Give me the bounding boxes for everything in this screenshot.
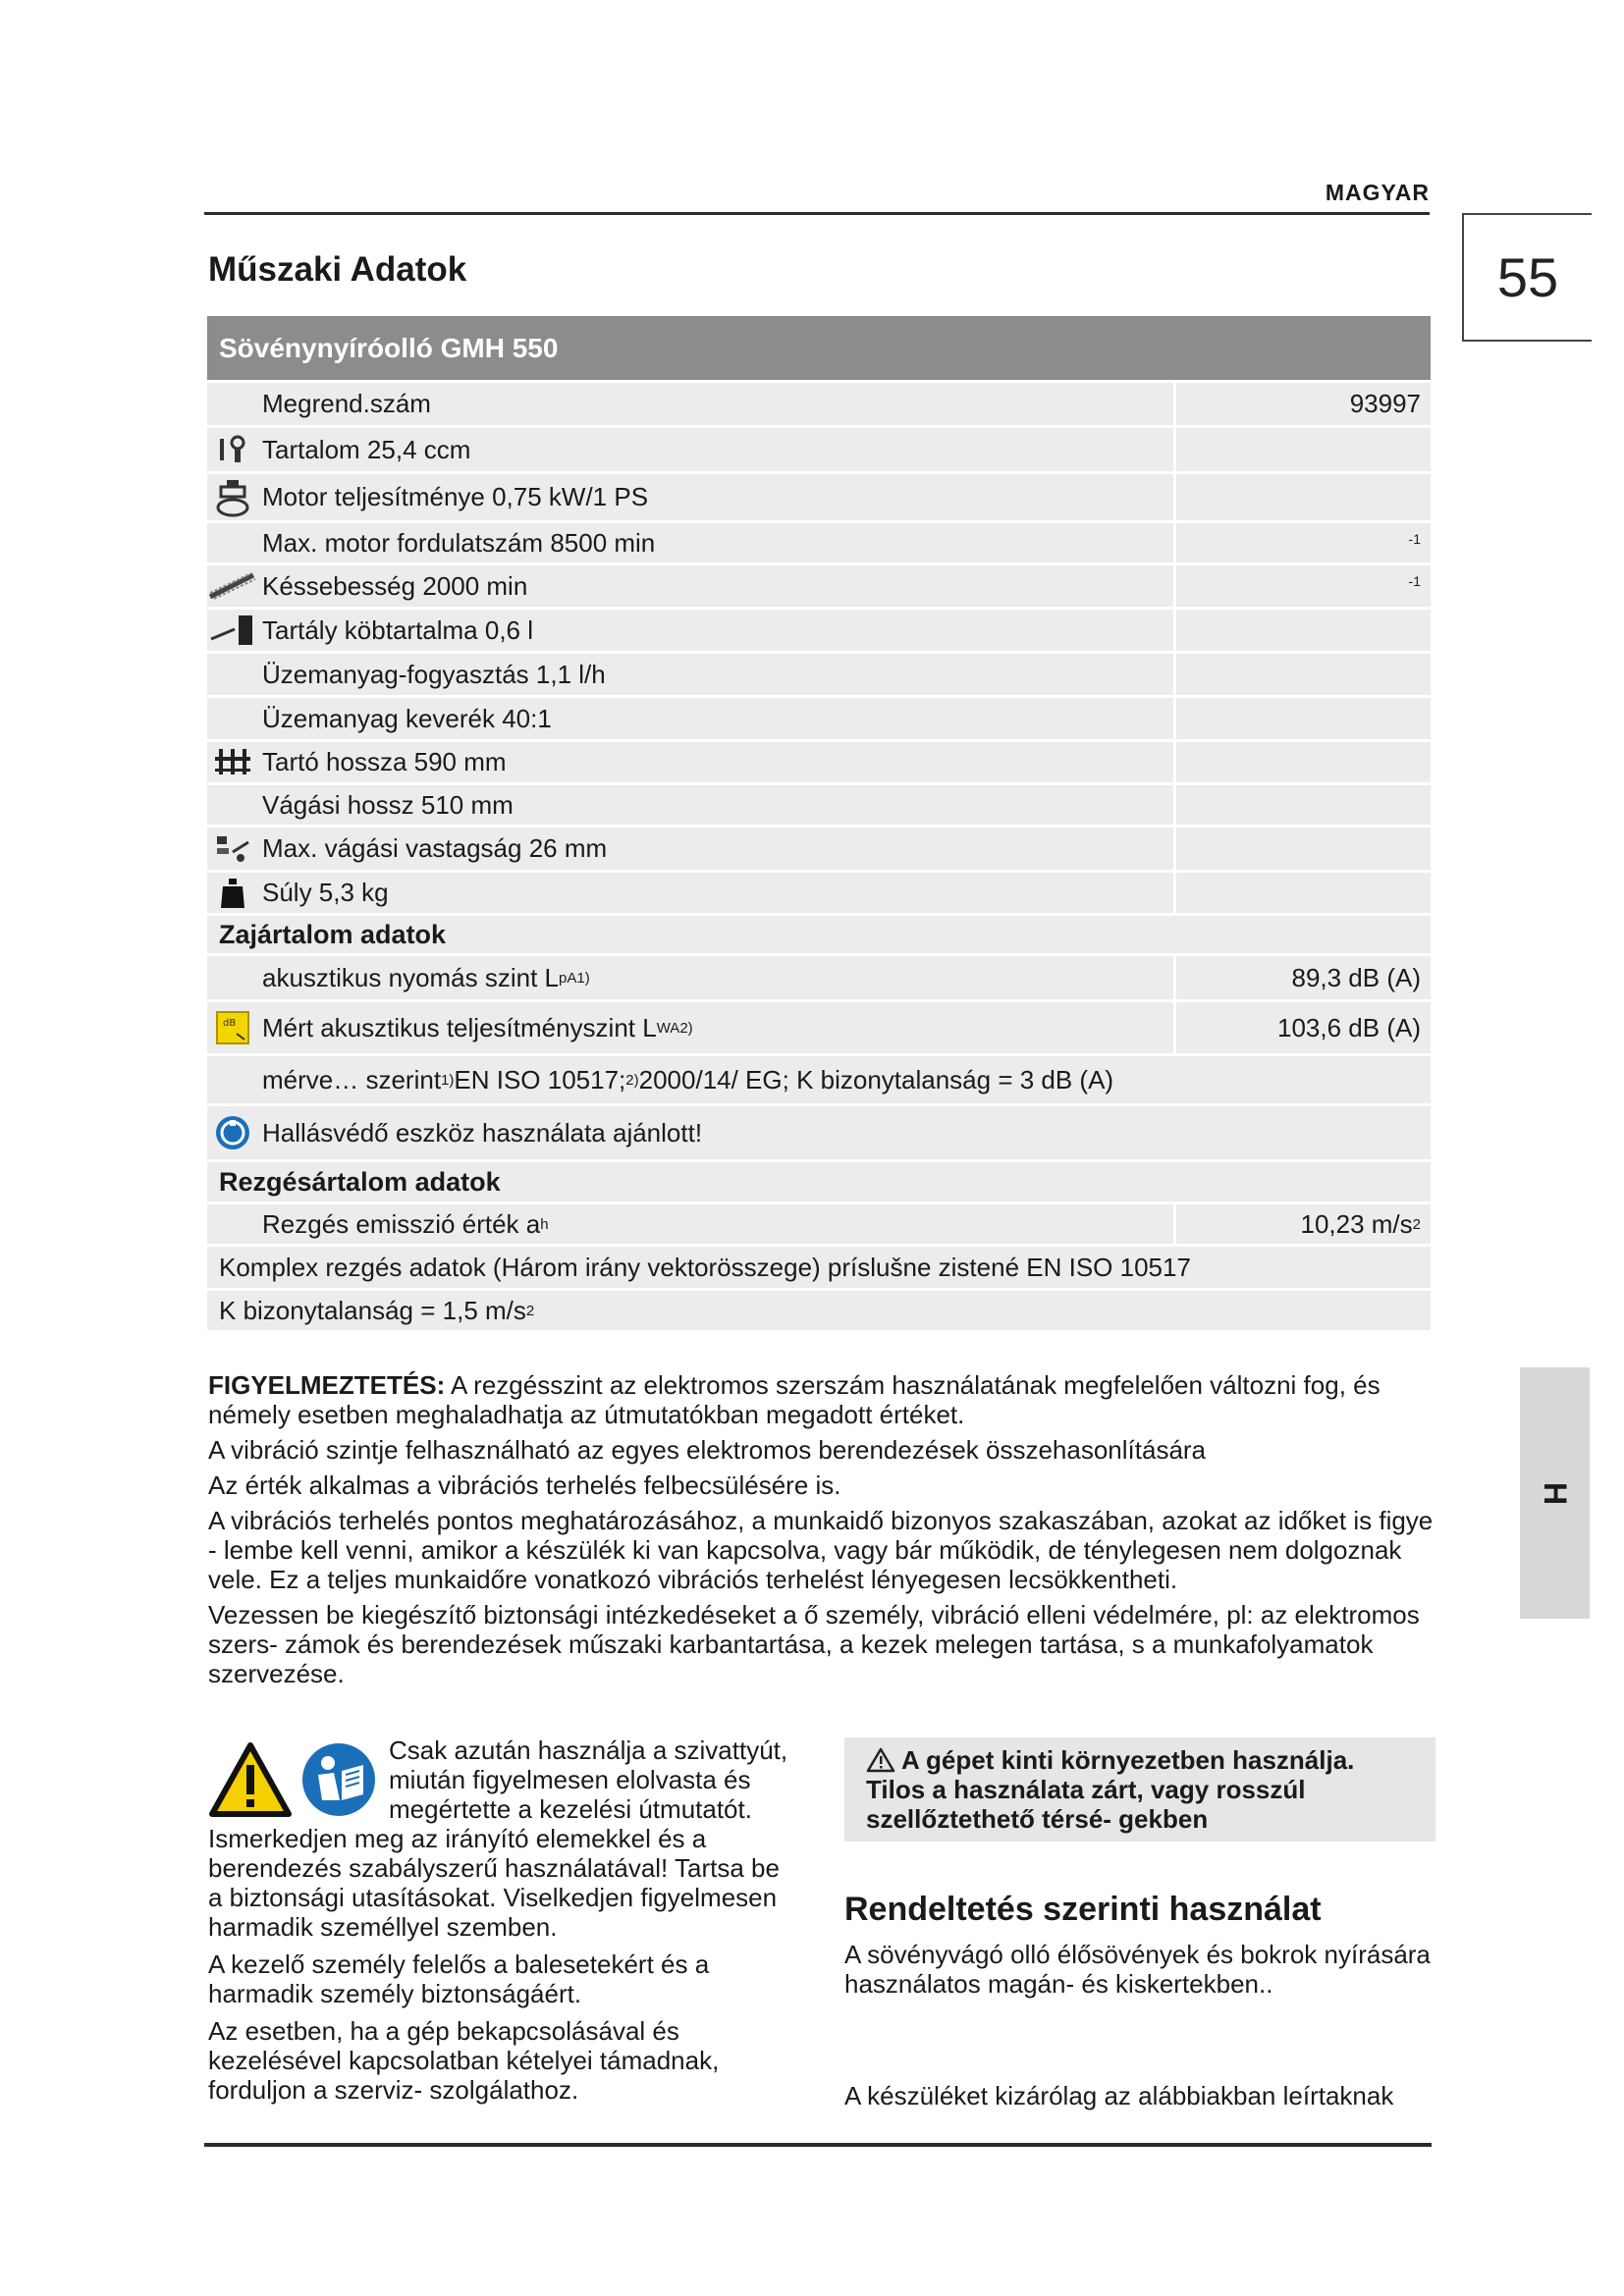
- vibration-section-heading: Rezgésártalom adatok: [207, 1162, 1431, 1201]
- row-value: [1173, 785, 1431, 825]
- noise-pressure-value: 89,3 dB (A): [1173, 956, 1431, 999]
- row-label: Tartály köbtartalma 0,6 l: [262, 614, 534, 645]
- row-label: Üzemanyag keverék 40:1: [262, 703, 552, 733]
- table-row: [207, 742, 1431, 782]
- table-row: [207, 610, 1431, 651]
- language-side-tab: H: [1520, 1367, 1590, 1619]
- row-value: [1173, 742, 1431, 782]
- table-row: [207, 1291, 1431, 1330]
- warning-paragraph: Az érték alkalmas a vibrációs terhelés felbecsülésére is.: [208, 1470, 841, 1500]
- vibration-uncertainty-label: K bizonytalanság = 1,5 m/s 2: [219, 1295, 535, 1325]
- header-rule: [204, 212, 1430, 215]
- table-row: [207, 474, 1431, 520]
- outdoor-use-notice: A gépet kinti környezetben használja. Tilos a használata zárt, vagy rosszúl szellőztethető térsé- gekben: [844, 1737, 1435, 1842]
- safety-paragraph: Csak azután használja a szivattyút, miután figyelmesen elolvasta és megértette a kezelési útmutatót. Ismerkedjen meg az irányító elemekkel és a berendezés szabályszerű használatával! Tartsa be a biztonsági utasításokat. Viselkedjen figyelmesen harmadik személlyel szemben.: [208, 1735, 788, 1942]
- row-label: Vágási hossz 510 mm: [262, 789, 514, 820]
- row-label: Késsebesség 2000 min: [262, 570, 528, 601]
- row-label: Motor teljesítménye 0,75 kW/1 PS: [262, 482, 649, 511]
- spec-table: [207, 316, 1431, 1330]
- warning-paragraph: A vibráció szintje felhasználható az egyes elektromos berendezések összehasonlítására: [208, 1435, 1207, 1465]
- sound-level-sign-icon: [207, 1002, 258, 1053]
- row-label: Súly 5,3 kg: [262, 878, 389, 907]
- motor-icon: [207, 474, 258, 520]
- safety-paragraph: A kezelő személy felelős a balesetekért és a harmadik személy biztonságáért.: [208, 1949, 710, 2008]
- page-title: Műszaki Adatok: [208, 250, 467, 289]
- warning-paragraph: Vezessen be kiegészítő biztonsági intézkedéseket a ő személy, vibráció elleni védelmére, pl: az elektromos szers- zámok és berendezések műszaki karbantartása, a kezek melegen tartása, s a munkafolyamatok szervezése.: [208, 1600, 1420, 1688]
- table-row: [207, 785, 1431, 825]
- footer-rule: [204, 2143, 1432, 2147]
- cutting-thickness-icon: [207, 828, 258, 870]
- row-label: Tartalom 25,4 ccm: [262, 434, 471, 464]
- table-row: [207, 383, 1431, 425]
- table-row: [207, 828, 1431, 870]
- row-value: -1: [1173, 523, 1431, 562]
- row-label: Tartó hossza 590 mm: [262, 747, 507, 776]
- vibration-value: 10,23 m/s 2: [1173, 1204, 1431, 1244]
- table-row: [207, 654, 1431, 695]
- table-row: [207, 956, 1431, 999]
- table-row: [207, 428, 1431, 471]
- hearing-protection-icon: [207, 1106, 258, 1159]
- row-value: [1173, 474, 1431, 520]
- row-value: -1: [1173, 565, 1431, 607]
- bar-length-icon: [207, 742, 258, 782]
- blade-icon: [207, 565, 258, 607]
- engine-displacement-icon: [207, 428, 258, 471]
- noise-power-value: 103,6 dB (A): [1173, 1002, 1431, 1053]
- complex-vibration-label: Komplex rezgés adatok (Három irány vektorösszege) príslušne zistené EN ISO 10517: [219, 1252, 1191, 1282]
- noise-power-label: Mért akusztikus teljesítményszint L WA 2): [262, 1012, 693, 1042]
- table-row: [207, 1204, 1431, 1244]
- noise-section-heading: Zajártalom adatok: [207, 916, 1431, 953]
- read-manual-icon: [300, 1741, 377, 1818]
- row-value: [1173, 828, 1431, 870]
- weight-icon: [207, 873, 258, 913]
- intended-use-continuation: A készüléket kizárólag az alábbiakban leírtaknak: [844, 2081, 1394, 2110]
- row-label: Max. vágási vastagság 26 mm: [262, 833, 608, 863]
- row-value: [1173, 698, 1431, 739]
- table-row: [207, 1106, 1431, 1159]
- caution-icon: [866, 1747, 895, 1773]
- table-row: [207, 565, 1431, 607]
- noise-pressure-label: akusztikus nyomás szint L pA 1): [262, 962, 590, 992]
- vibration-label: Rezgés emisszió érték a h: [262, 1208, 549, 1239]
- warning-triangle-icon: [208, 1741, 293, 1818]
- row-label: Max. motor fordulatszám 8500 min: [262, 527, 656, 558]
- intended-use-heading: Rendeltetés szerinti használat: [844, 1891, 1322, 1928]
- warning-paragraph: A vibrációs terhelés pontos meghatározásához, a munkaidő bizonyos szakaszában, azokat az időket is figye - lembe kell venni, amikor a készülék ki van kapcsolva, vagy bár működik, de ténylegesen nem dolgoznak vele. Ez a teljes munkaidőre vonatkozó vibrációs terhelést lényegesen lecsökkentheti.: [208, 1506, 1434, 1594]
- vibration-warning: FIGYELMEZTETÉS: A rezgésszint az elektromos szerszám használatának megfelelően változni fog, és némely esetben meghaladhatja az útmutatókban megadott értéket. A vibráció szintje felhasználható az egyes elektromos berendezések összehasonlítására Az érték alkalmas a vibrációs terhelés felbecsülésére is. A vibrációs terhelés pontos meghatározásához, a munkaidő bizonyos szakaszában, azokat az időket is figye - lembe kell venni, amikor a készülék ki van kapcsolva, vagy bár működik, de ténylegesen nem dolgoznak vele. Ez a teljes munkaidőre vonatkozó vibrációs terhelést lényegesen lecsökkentheti. Vezessen be kiegészítő biztonsági intézkedéseket a ő személy, vibráció elleni védelmére, pl: az elektromos szers- zámok és berendezések műszaki karbantartása, a kezek melegen tartása, s a munkafolyamatok szervezése.: [208, 1370, 1435, 1694]
- hearing-protection-label: Hallásvédő eszköz használata ajánlott!: [262, 1117, 703, 1148]
- row-label: Üzemanyag-fogyasztás 1,1 l/h: [262, 659, 606, 689]
- row-value: [1173, 610, 1431, 651]
- safety-paragraph: Az esetben, ha a gép bekapcsolásával és kezelésével kapcsolatban kételyei támadnak, forduljon a szerviz- szolgálathoz.: [208, 2016, 720, 2105]
- table-row: [207, 698, 1431, 739]
- table-row: [207, 523, 1431, 562]
- table-row: [207, 1247, 1431, 1288]
- safety-instructions: [208, 1735, 797, 2112]
- table-row: [207, 1056, 1431, 1103]
- intended-use-text: A sövényvágó olló élősövények és bokrok nyírására használatos magán- és kiskertekben..: [844, 1940, 1431, 1999]
- row-label: Megrend.szám: [262, 389, 431, 418]
- row-value: 93997: [1173, 383, 1431, 425]
- svg-text:dB: dB: [223, 1018, 237, 1029]
- fuel-tank-icon: [207, 610, 258, 651]
- spec-table-heading: Sövénynyíróolló GMH 550: [207, 316, 1431, 380]
- row-value: [1173, 873, 1431, 913]
- table-row: [207, 1002, 1431, 1053]
- measured-according-label: mérve… szerint 1) EN ISO 10517; 2) 2000/14/ EG; K bizonytalanság = 3 dB (A): [262, 1064, 1114, 1095]
- page-number: 55: [1462, 213, 1592, 342]
- language-label: MAGYAR: [1325, 180, 1430, 205]
- table-row: [207, 873, 1431, 913]
- row-value: [1173, 654, 1431, 695]
- warning-title: FIGYELMEZTETÉS:: [208, 1370, 446, 1400]
- row-value: [1173, 428, 1431, 471]
